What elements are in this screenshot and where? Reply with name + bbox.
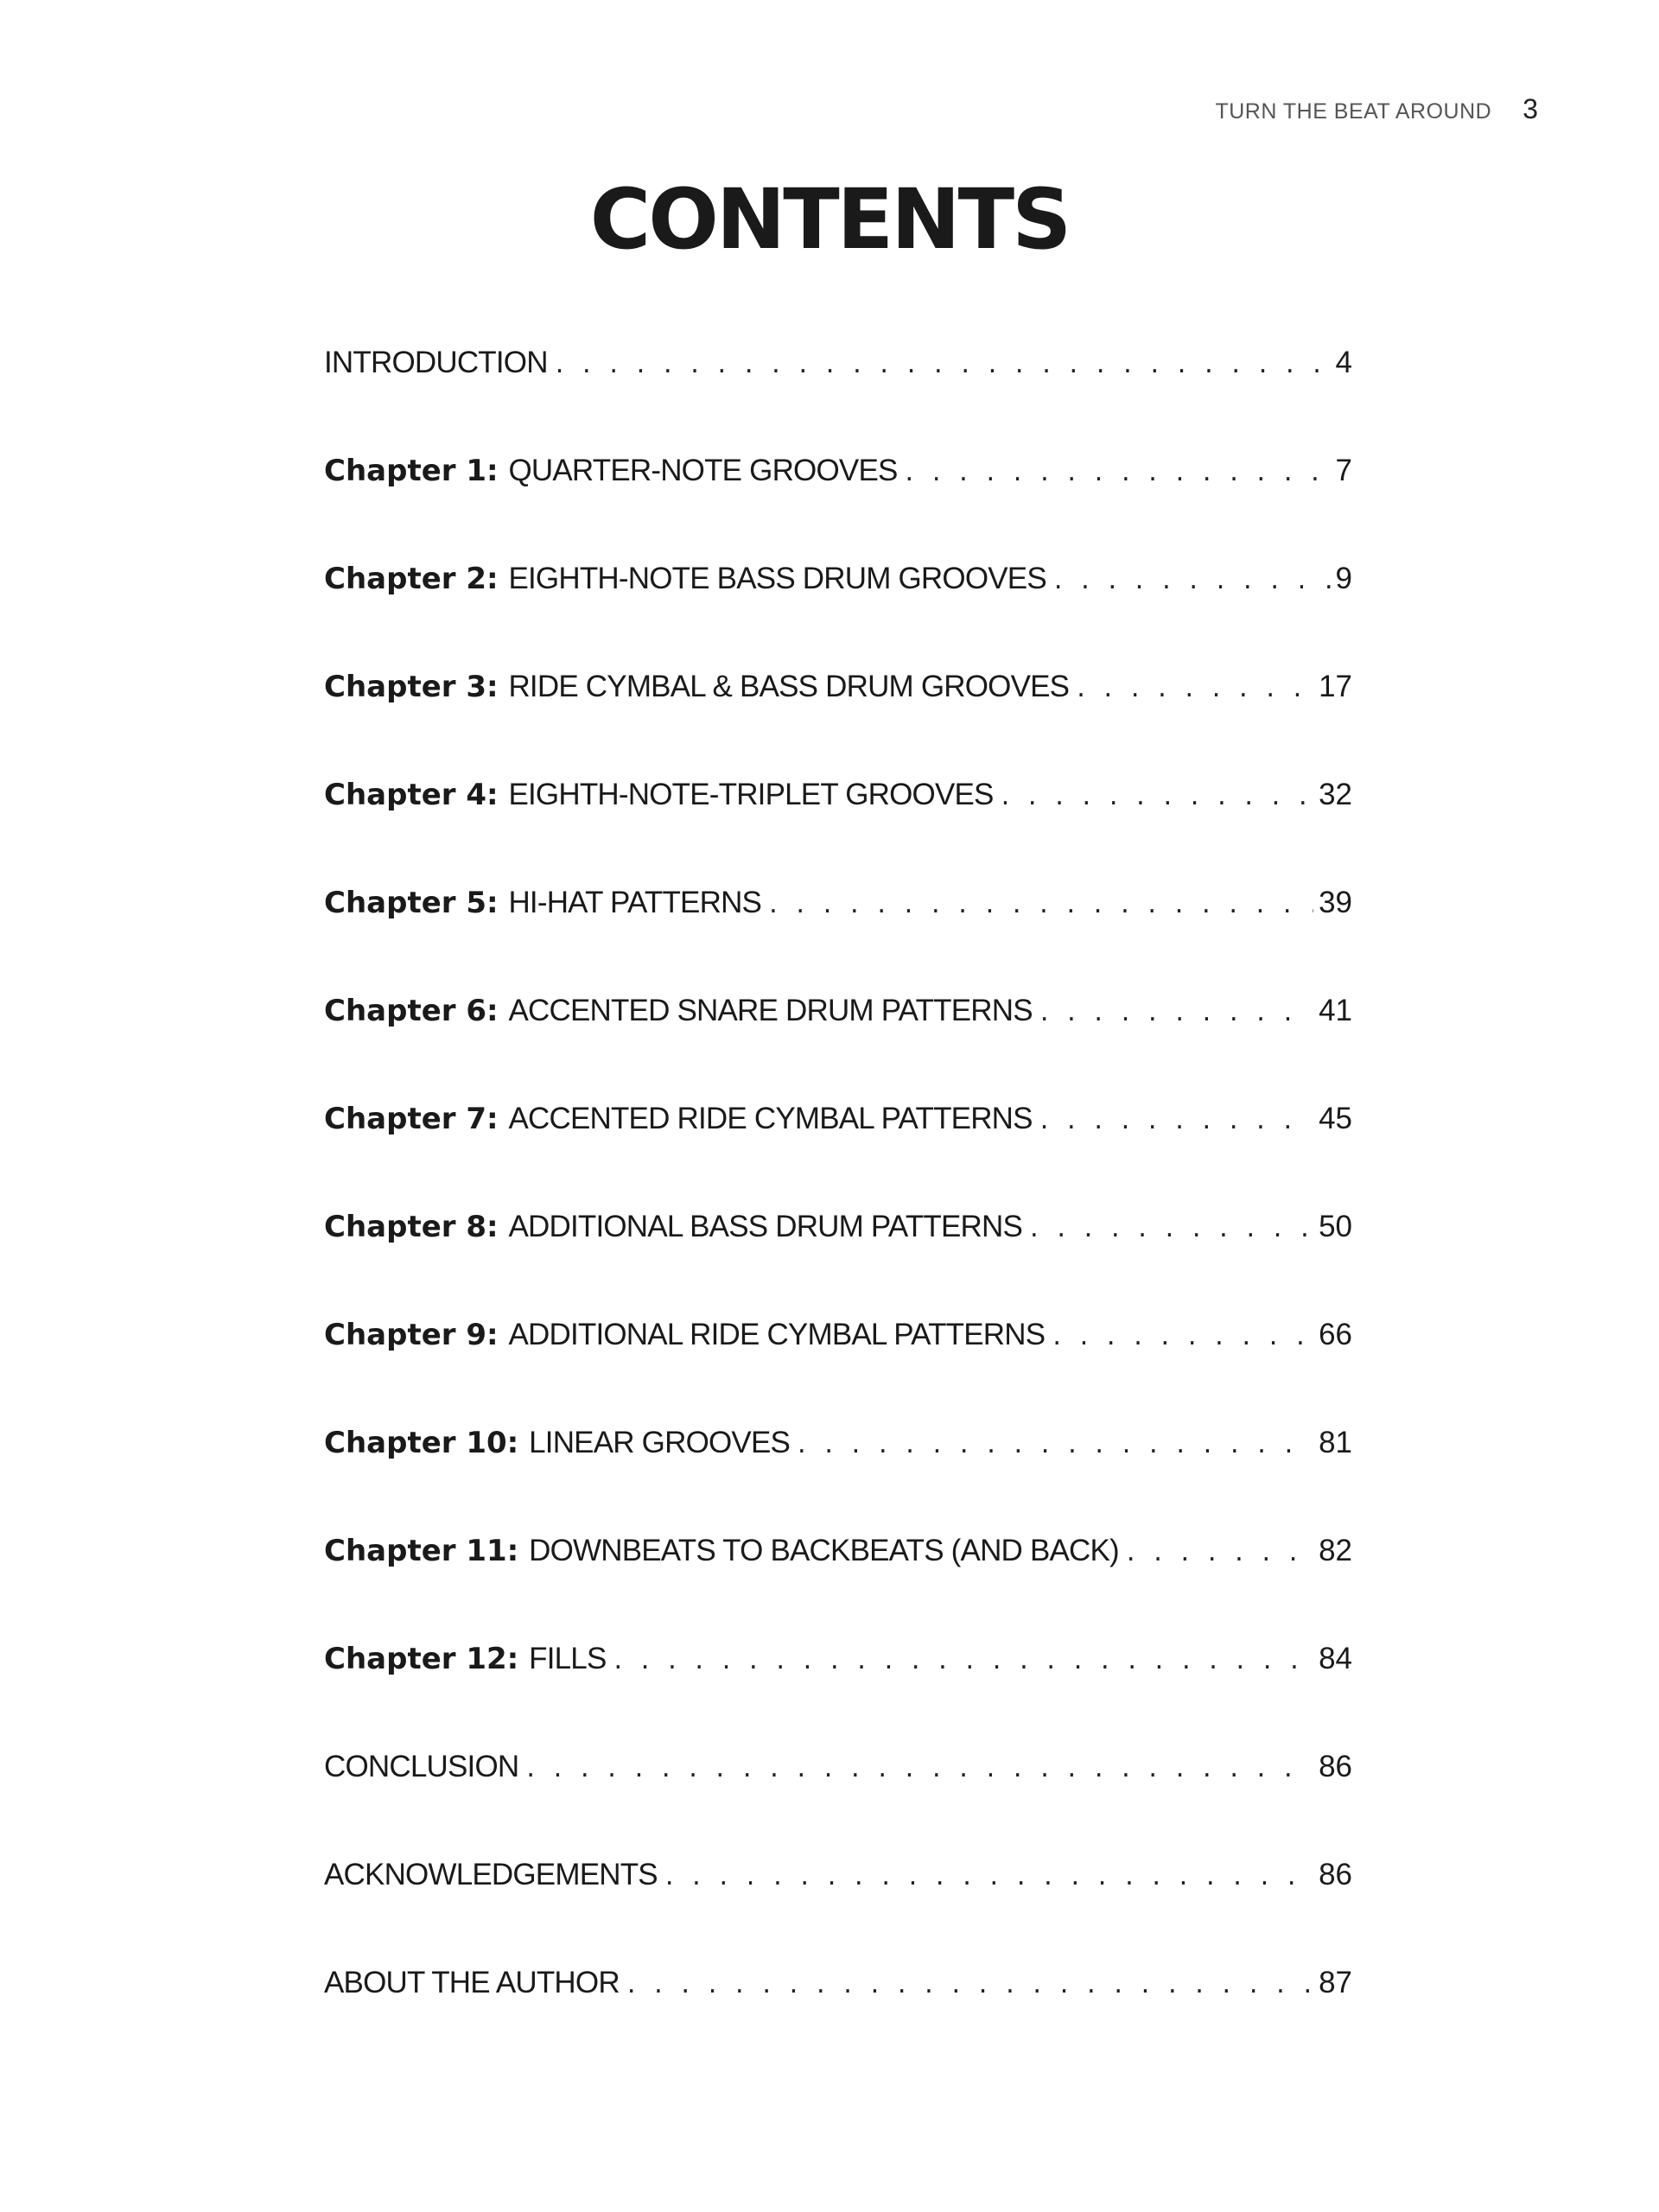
toc-page-number: 82 [1319,1534,1352,1567]
toc-page-number: 41 [1319,994,1352,1027]
toc-entry-title: QUARTER-NOTE GROOVES [508,454,898,487]
toc-chapter-label: Chapter 3: [324,670,509,704]
dot-leader [999,785,1313,810]
toc-page-number: 9 [1335,562,1352,595]
toc-entry-title: HI-HAT PATTERNS [508,886,762,919]
toc-page-number: 4 [1335,346,1352,379]
toc-entry-title: ABOUT THE AUTHOR [324,1966,620,1999]
toc-chapter-label: Chapter 4: [324,778,509,812]
toc-chapter-label: Chapter 7: [324,1102,509,1136]
toc-chapter-label: Chapter 11: [324,1534,530,1568]
page-header [1215,93,1538,125]
toc-chapter-label: Chapter 8: [324,1210,509,1244]
toc-entry [324,1318,1352,1426]
toc-chapter-label: Chapter 6: [324,994,509,1028]
dot-leader [1124,1541,1313,1567]
toc-entry [324,1102,1352,1210]
toc-page-number: 50 [1319,1210,1352,1243]
dot-leader [625,1973,1313,1999]
toc-entry-title: FILLS [529,1642,607,1675]
dot-leader [1074,677,1313,702]
dot-leader [612,1649,1314,1675]
dot-leader [1050,1325,1313,1351]
toc-entry [324,562,1352,670]
dot-leader [795,1433,1313,1459]
toc-entry-title: EIGHTH-NOTE-TRIPLET GROOVES [508,778,994,811]
toc-entry-title: CONCLUSION [324,1750,519,1783]
toc-entry [324,1426,1352,1534]
toc-page-number: 32 [1319,778,1352,811]
toc-page-number: 86 [1319,1858,1352,1891]
toc-entry [324,1750,1352,1858]
toc-entry [324,886,1352,994]
toc-page-number: 81 [1319,1426,1352,1459]
toc-entry-title: ACCENTED RIDE CYMBAL PATTERNS [508,1102,1033,1135]
toc-entry-title: LINEAR GROOVES [529,1426,791,1459]
toc-chapter-label: Chapter 2: [324,562,509,596]
toc-entry-title: INTRODUCTION [324,346,548,379]
dot-leader [663,1865,1313,1891]
toc-entry [324,994,1352,1102]
toc-page-number: 87 [1319,1966,1352,1999]
toc-entry [324,1210,1352,1318]
toc-page-number: 45 [1319,1102,1352,1135]
table-of-contents [324,346,1352,2074]
dot-leader [766,893,1313,918]
toc-entry [324,454,1352,562]
toc-entry-title: ADDITIONAL BASS DRUM PATTERNS [508,1210,1023,1243]
toc-entry [324,670,1352,778]
toc-entry-title: ACCENTED SNARE DRUM PATTERNS [508,994,1033,1027]
dot-leader [524,1757,1313,1783]
toc-entry [324,1642,1352,1750]
dot-leader [1038,1001,1313,1027]
toc-chapter-label: Chapter 9: [324,1318,509,1352]
toc-entry-title: RIDE CYMBAL & BASS DRUM GROOVES [508,670,1070,703]
toc-entry [324,1966,1352,2074]
toc-page-number: 7 [1335,454,1352,487]
toc-entry-title: DOWNBEATS TO BACKBEATS (AND BACK) [529,1534,1119,1567]
toc-page-number: 86 [1319,1750,1352,1783]
toc-page-number: 17 [1319,670,1352,703]
toc-page-number: 66 [1319,1318,1352,1351]
toc-entry-title: EIGHTH-NOTE BASS DRUM GROOVES [508,562,1046,595]
running-head: TURN THE BEAT AROUND [1215,99,1492,124]
toc-chapter-label: Chapter 12: [324,1642,530,1676]
toc-entry [324,1534,1352,1642]
toc-chapter-label: Chapter 1: [324,454,509,488]
dot-leader [1038,1109,1313,1135]
dot-leader [1027,1217,1313,1243]
toc-entry [324,1858,1352,1966]
toc-chapter-label: Chapter 10: [324,1426,530,1460]
page-title: CONTENTS [589,171,1070,268]
page-number: 3 [1522,93,1538,124]
toc-page-number: 39 [1319,886,1352,919]
toc-entry-title: ADDITIONAL RIDE CYMBAL PATTERNS [508,1318,1046,1351]
toc-entry [324,778,1352,886]
toc-chapter-label: Chapter 5: [324,886,509,920]
toc-entry-title: ACKNOWLEDGEMENTS [324,1858,658,1891]
toc-entry [324,346,1352,454]
toc-page-number: 84 [1319,1642,1352,1675]
dot-leader [1052,569,1331,594]
dot-leader [903,461,1331,486]
dot-leader [553,353,1331,378]
